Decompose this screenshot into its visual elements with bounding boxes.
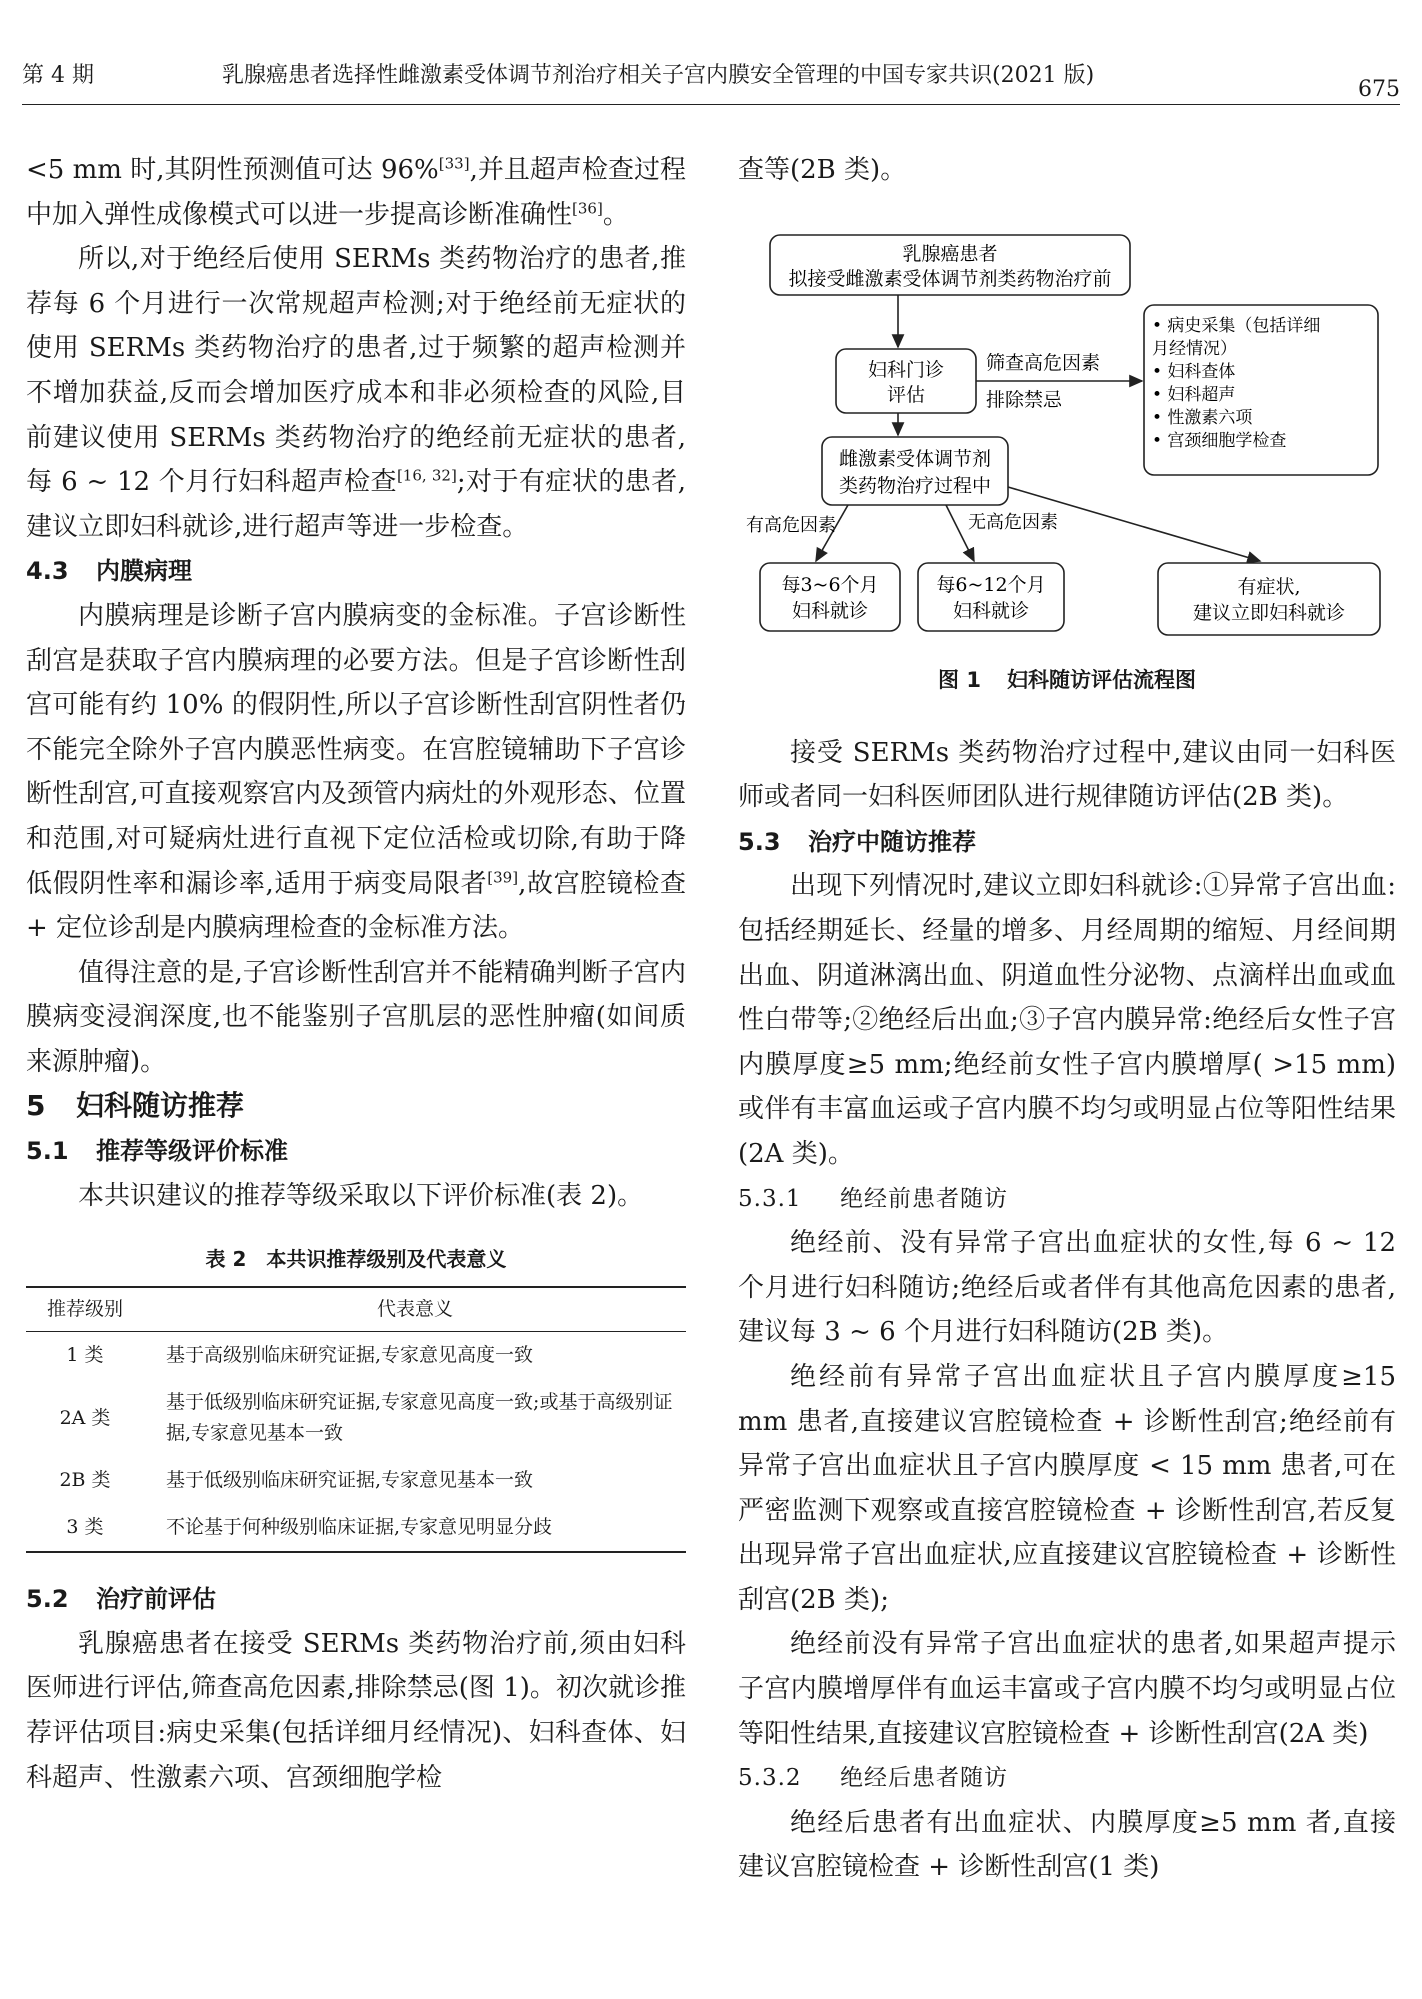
table-row: 3 类 不论基于何种级别临床证据,专家意见明显分歧 bbox=[26, 1504, 686, 1552]
section-heading-5-1: 5.1 推荐等级评价标准 bbox=[26, 1137, 288, 1166]
paragraph: 绝经后患者有出血症状、内膜厚度≥5 mm 者,直接建议宫腔镜检查 + 诊断性刮宫(1 类) bbox=[738, 1807, 1396, 1883]
section-heading-5-3-1: 5.3.1 绝经前患者随访 bbox=[738, 1185, 1008, 1212]
paragraph: 绝经前有异常子宫出血症状且子宫内膜厚度≥15 mm 患者,直接建议宫腔镜检查 + 诊断性刮宫;绝经前有异常子宫出血症状且子宫内膜厚度 < 15 mm 患者,可在严密监测下观察或直接宫腔镜检查 + 诊断性刮宫,若反复出现异常子宫出血症状,应直接建议宫腔镜检查 + 诊断性刮宫(2B 类); bbox=[738, 1361, 1396, 1615]
table-row: 1 类 基于高级别临床研究证据,专家意见高度一致 bbox=[66, 1344, 534, 1367]
box-a-line1: 每3~6个月 bbox=[781, 573, 879, 596]
item: • 性激素六项 bbox=[1152, 407, 1253, 428]
page-number: 675 bbox=[1358, 77, 1400, 102]
box-b-line1: 每6~12个月 bbox=[936, 573, 1046, 596]
exclude-label: 排除禁忌 bbox=[986, 388, 1063, 411]
citation[interactable]: [36] bbox=[572, 198, 603, 217]
paragraph: 出现下列情况时,建议立即妇科就诊:①异常子宫出血:包括经期延长、经量的增多、月经周期的缩短、月经间期出血、阴道淋漓出血、阴道血性分泌物、点滴样出血或血性白带等;②绝经后出血;③子宫内膜异常:绝经后女性子宫内膜厚度≥5 mm;绝经前女性子宫内膜增厚( >15 mm)或伴有丰富血运或子宫内膜不均匀或明显占位等阳性结果(2A 类)。 bbox=[738, 871, 1396, 1169]
during-box-line2: 类药物治疗过程中 bbox=[838, 474, 992, 497]
paragraph: 值得注意的是,子宫诊断性刮宫并不能精确判断子宫内膜病变浸润深度,也不能鉴别子宫肌层的恶性肿瘤(如间质来源肿瘤)。 bbox=[26, 957, 686, 1077]
section-heading-5-3: 5.3 治疗中随访推荐 bbox=[738, 827, 976, 856]
header-divider bbox=[22, 104, 1400, 105]
item: • 病史采集（包括详细 bbox=[1152, 315, 1321, 336]
paragraph: <5 mm 时,其阴性预测值可达 96%[33],并且超声检查过程中加入弹性成像模式可以进一步提高诊断准确性[36]。 bbox=[26, 154, 687, 230]
flowchart-figure bbox=[738, 205, 1396, 665]
paragraph: 乳腺癌患者在接受 SERMs 类药物治疗前,须由妇科医师进行评估,筛查高危因素,排除禁忌(图 1)。初次就诊推荐评估项目:病史采集(包括详细月经情况)、妇科查体、妇科超声、性激素六项、宫颈细胞学检 bbox=[26, 1628, 686, 1793]
during-box-line1: 雌激素受体调节剂 bbox=[838, 447, 992, 470]
table-row: 2A 类 基于低级别临床研究证据,专家意见高度一致;或基于高级别证据,专家意见基本一致 bbox=[59, 1391, 673, 1445]
item: • 妇科超声 bbox=[1152, 384, 1236, 405]
section-heading-5: 5 妇科随访推荐 bbox=[26, 1089, 245, 1123]
start-box-line2: 拟接受雌激素受体调节剂类药物治疗前 bbox=[788, 267, 1112, 290]
table-caption: 表 2 本共识推荐级别及代表意义 bbox=[205, 1247, 507, 1272]
citation[interactable]: [33] bbox=[438, 154, 470, 173]
recommendation-table bbox=[26, 1286, 686, 1553]
table-header: 推荐级别 bbox=[46, 1298, 123, 1321]
no-high-risk-label: 无高危因素 bbox=[968, 511, 1058, 533]
left-column bbox=[26, 148, 686, 1800]
item: 月经情况） bbox=[1152, 338, 1237, 359]
section-heading-4-3: 4.3 内膜病理 bbox=[26, 557, 192, 586]
section-heading-5-2: 5.2 治疗前评估 bbox=[26, 1585, 216, 1614]
item: • 宫颈细胞学检查 bbox=[1152, 430, 1287, 451]
screen-label: 筛查高危因素 bbox=[986, 351, 1101, 374]
table-row: 2B 类 基于低级别临床研究证据,专家意见基本一致 bbox=[59, 1469, 534, 1492]
symptomatic-box bbox=[1158, 563, 1380, 635]
paragraph: 绝经前没有异常子宫出血症状的患者,如果超声提示子宫内膜增厚伴有血运丰富或子宫内膜不均匀或明显占位等阳性结果,直接建议宫腔镜检查 + 诊断性刮宫(2A 类) bbox=[738, 1629, 1396, 1749]
figure-caption: 图 1 妇科随访评估流程图 bbox=[938, 667, 1196, 692]
journal-title: 乳腺癌患者选择性雌激素受体调节剂治疗相关子宫内膜安全管理的中国专家共识(2021 版) bbox=[222, 63, 1095, 88]
paragraph: 接受 SERMs 类药物治疗过程中,建议由同一妇科医师或者同一妇科医师团队进行规律随访评估(2B 类)。 bbox=[738, 737, 1396, 813]
box-b-line2: 妇科就诊 bbox=[952, 599, 1030, 622]
paragraph: 内膜病理是诊断子宫内膜病变的金标准。子宫诊断性刮宫是获取子宫内膜病理的必要方法。但是子宫诊断性刮宫可能有约 10% 的假阴性,所以子宫诊断性刮宫阴性者仍不能完全除外子宫内膜恶性病变。在宫腔镜辅助下子宫诊断性刮宫,可直接观察宫内及颈管内病灶的外观形态、位置和范围,对可疑病灶进行直视下定位活检或切除,有助于降低假阴性率和漏诊率,适用于病变局限者[39],故宫腔镜检查 + 定位诊刮是内膜病理检查的金标准方法。 bbox=[26, 600, 687, 944]
citation[interactable]: [16, 32] bbox=[396, 466, 457, 485]
issue-label: 第 4 期 bbox=[22, 63, 94, 88]
paragraph: 本共识建议的推荐等级采取以下评价标准(表 2)。 bbox=[78, 1180, 644, 1211]
item: • 妇科查体 bbox=[1152, 361, 1236, 382]
start-box-line1: 乳腺癌患者 bbox=[902, 242, 998, 265]
paragraph: 所以,对于绝经后使用 SERMs 类药物治疗的患者,推荐每 6 个月进行一次常规超声检测;对于绝经前无症状的使用 SERMs 类药物治疗的患者,过于频繁的超声检测并不增加获益,反而会增加医疗成本和非必须检查的风险,目前建议使用 SERMs 类药物治疗的绝经前无症状的患者,每 6 ~ 12 个月行妇科超声检查[16, 32];对于有症状的患者,建议立即妇科就诊,进行超声等进一步检查。 bbox=[26, 244, 686, 542]
box-c-line1: 有症状, bbox=[1237, 575, 1301, 598]
box-a-line2: 妇科就诊 bbox=[791, 599, 869, 622]
paragraph: 查等(2B 类)。 bbox=[738, 155, 907, 185]
flowchart bbox=[738, 205, 1396, 665]
paragraph: 绝经前、没有异常子宫出血症状的女性,每 6 ~ 12 个月进行妇科随访;绝经后或者伴有其他高危因素的患者,建议每 3 ~ 6 个月进行妇科随访(2B 类)。 bbox=[738, 1228, 1396, 1348]
right-column bbox=[738, 148, 1396, 1890]
citation[interactable]: [39] bbox=[487, 867, 519, 886]
section-heading-5-3-2: 5.3.2 绝经后患者随访 bbox=[738, 1765, 1008, 1792]
clinic-box-line2: 评估 bbox=[886, 383, 926, 406]
box-c-line2: 建议立即妇科就诊 bbox=[1192, 601, 1346, 624]
table-header: 代表意义 bbox=[376, 1298, 453, 1321]
high-risk-label: 有高危因素 bbox=[746, 514, 836, 536]
clinic-box-line1: 妇科门诊 bbox=[867, 358, 945, 381]
